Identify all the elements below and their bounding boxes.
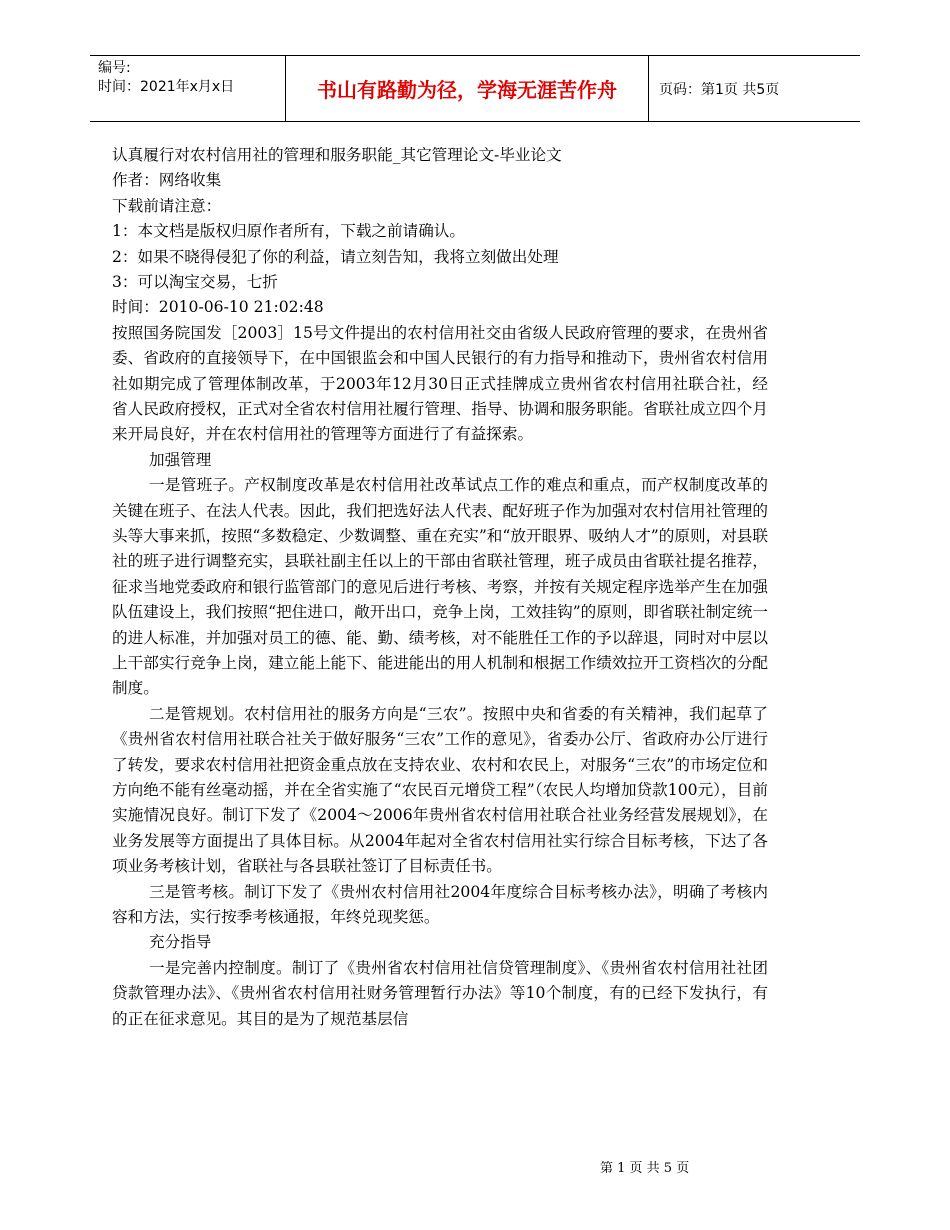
body-paragraph-4: 一是完善内控制度。制订了《贵州省农村信用社信贷管理制度》、《贵州省农村信用社社团贷款管理办法》、《贵州省农村信用社财务管理暂行办法》等10个制度，有的已经下发执行，有的正在征求意见。其目的是为了规范基层信 — [112, 958, 768, 1028]
section-heading-2: 充分指导 — [149, 933, 212, 952]
header-meta — [90, 56, 285, 121]
notice-item-2: 2：如果不晓得侵犯了你的利益，请立刻告知，我将立刻做出处理 — [112, 247, 559, 266]
serial-label: 编号: — [98, 60, 131, 76]
notice-item-3: 3：可以淘宝交易，七折 — [112, 272, 278, 291]
header-motto: 书山有路勤为径，学海无涯苦作舟 — [285, 56, 649, 121]
document-body — [112, 143, 768, 1032]
time-label: 时间：2021年x月x日 — [98, 79, 235, 95]
page-header — [90, 55, 860, 122]
body-paragraph-3: 三是管考核。制订下发了《贵州农村信用社2004年度综合目标考核办法》，明确了考核内容和方法，实行按季考核通报，年终兑现奖惩。 — [112, 882, 768, 927]
body-paragraph-2: 二是管规划。农村信用社的服务方向是“三农”。按照中央和省委的有关精神，我们起草了《贵州省农村信用社联合社关于做好服务“三农”工作的意见》，省委办公厅、省政府办公厅进行了转发，要求农村信用社把资金重点放在支持农业、农村和农民上，对服务“三农”的市场定位和方向绝不能有丝毫动摇，并在全省实施了“农民百元增贷工程”（农民人均增加贷款100元），目前实施情况良好。制订下发了《2004～2006年贵州省农村信用社联合社业务经营发展规划》，在业务发展等方面提出了具体目标。从2004年起对全省农村信用社实行综合目标考核，下达了各项业务考核计划，省联社与各县联社签订了目标责任书。 — [112, 704, 768, 876]
body-paragraph-1: 一是管班子。产权制度改革是农村信用社改革试点工作的难点和重点，而产权制度改革的关键在班子、在法人代表。因此，我们把选好法人代表、配好班子作为加强对农村信用社管理的头等大事来抓，按照“多数稳定、少数调整、重在充实”和“放开眼界、吸纳人才”的原则，对县联社的班子进行调整充实，县联社副主任以上的干部由省联社管理，班子成员由省联社提名推荐，征求当地党委政府和银行监管部门的意见后进行考核、考察，并按有关规定程序选举产生在加强队伍建设上，我们按照“把住进口，敞开出口，竞争上岗，工效挂钩”的原则，即省联社制定统一的进人标准，并加强对员工的德、能、勤、绩考核，对不能胜任工作的予以辞退，同时对中层以上干部实行竞争上岗，建立能上能下、能进能出的用人机制和根据工作绩效拉开工资档次的分配制度。 — [112, 476, 768, 698]
doc-time: 时间：2010-06-10 21:02:48 — [112, 298, 324, 317]
header-page-label: 页码：第1页 共5页 — [659, 81, 780, 98]
intro-paragraph: 按照国务院国发［2003］15号文件提出的农村信用社交由省级人民政府管理的要求，在贵州省委、省政府的直接领导下，在中国银监会和中国人民银行的有力指导和推动下，贵州省农村信用社如期完成了管理体制改革，于2003年12月30日正式挂牌成立贵州省农村信用社联合社，经省人民政府授权，正式对全省农村信用社履行管理、指导、协调和服务职能。省联社成立四个月来开局良好，并在农村信用社的管理等方面进行了有益探索。 — [112, 323, 768, 444]
doc-author: 作者：网络收集 — [112, 171, 222, 190]
section-heading-1: 加强管理 — [149, 450, 212, 469]
page-footer: 第 1 页 共 5 页 — [600, 1161, 690, 1176]
notice-title: 下载前请注意： — [112, 196, 222, 215]
doc-title: 认真履行对农村信用社的管理和服务职能_其它管理论文-毕业论文 — [112, 146, 562, 164]
notice-item-1: 1：本文档是版权归原作者所有，下载之前请确认。 — [112, 222, 465, 241]
